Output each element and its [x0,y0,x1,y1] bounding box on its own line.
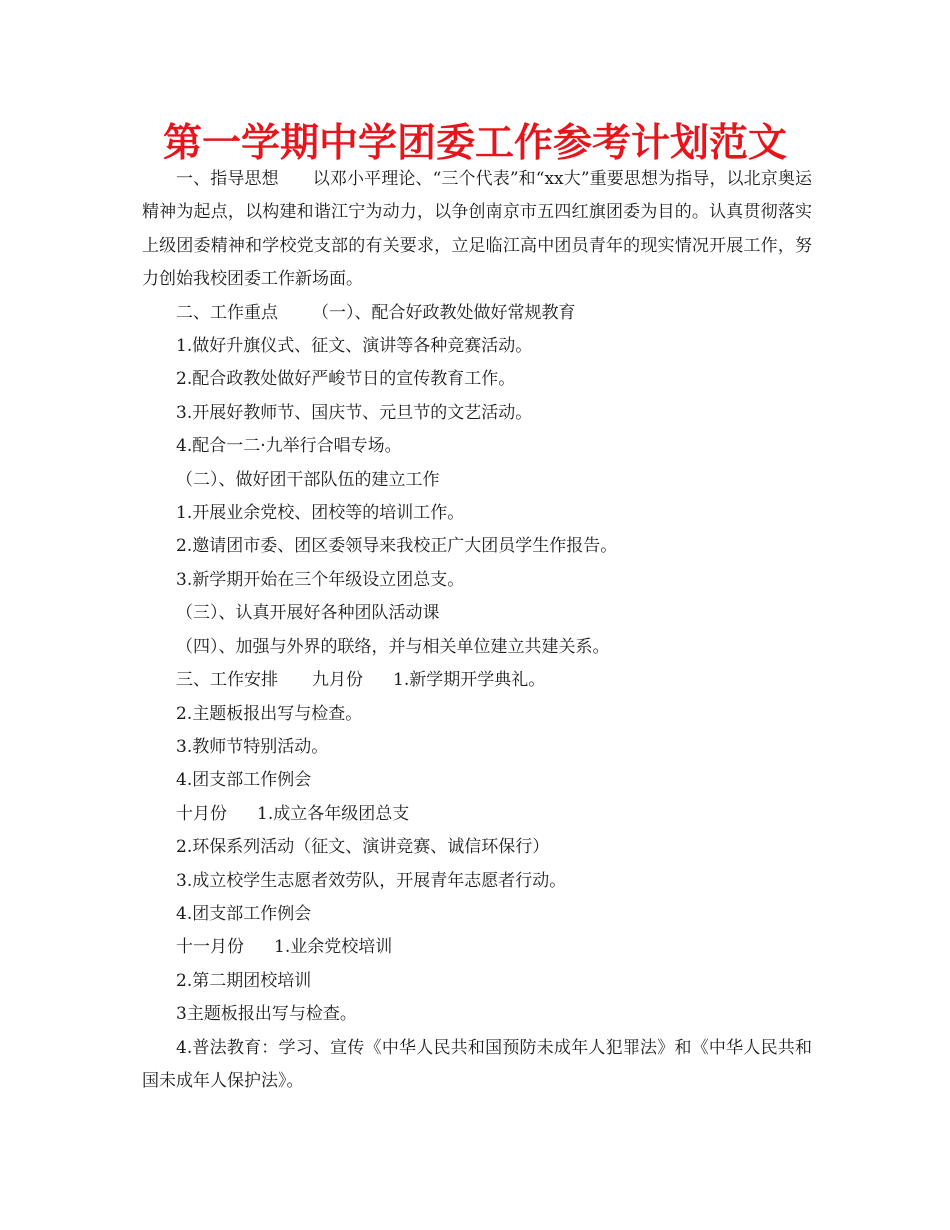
month-label: 十一月份 [176,937,244,958]
section-heading-2: 二、工作重点 [176,302,278,323]
subheading-text: （一）、配合好政教处做好常规教育 [312,302,576,323]
list-item: 2.环保系列活动（征文、演讲竞赛、诚信环保行） [176,837,550,858]
month-label: 九月份 [312,670,363,691]
list-item: 2.主题板报出写与检查。 [176,703,363,724]
list-item: 2.邀请团市委、团区委领导来我校正广大团员学生作报告。 [176,536,618,557]
list-item-text: 1.业余党校培训 [274,937,393,958]
paragraph-guiding-ideology [142,163,812,297]
list-item: 4.普法教育：学习、宣传《中华人民共和国预防未成年人犯罪法》和《中华人民共和国未成年人保护法》。 [142,1037,812,1091]
list-item: 4.团支部工作例会 [176,903,312,924]
list-item: 4.配合一二·九举行合唱专场。 [176,436,402,457]
list-item: 1.做好升旗仪式、征文、演讲等各种竞赛活动。 [176,336,533,357]
paragraph-work-focus [142,297,812,330]
section-heading-3: 三、工作安排 [176,670,278,691]
month-row-november [142,931,812,964]
subheading: （二）、做好团干部队伍的建立工作 [176,469,440,490]
section-heading-1: 一、指导思想 [176,169,279,189]
document-title: 第一学期中学团委工作参考计划范文 [162,121,787,166]
paragraph-work-schedule [142,664,812,697]
list-item: 3.新学期开始在三个年级设立团总支。 [176,569,465,590]
paragraph-text: 以邓小平理论、“三个代表”和“xx大”重要思想为指导，以北京奥运精神为起点，以构建和谐江宁为动力，以争创南京市五四红旗团委为目的。认真贯彻落实上级团委精神和学校党支部的有关要求，立足临江高中团员青年的现实情况开展工作，努力创始我校团委工作新场面。 [142,169,813,290]
list-item: 3.教师节特别活动。 [176,736,329,757]
list-item: 1.开展业余党校、团校等的培训工作。 [176,503,465,524]
list-item: 3.成立校学生志愿者效劳队，开展青年志愿者行动。 [176,870,567,891]
list-item: 4.团支部工作例会 [176,770,312,791]
month-label: 十月份 [176,803,227,824]
subheading: （三）、认真开展好各种团队活动课 [176,603,440,624]
list-item-text: 1.新学期开学典礼。 [393,670,546,691]
list-item: 3.开展好教师节、国庆节、元旦节的文艺活动。 [176,402,533,423]
subheading: （四）、加强与外界的联络，并与相关单位建立共建关系。 [176,636,610,657]
document-body [142,163,812,1098]
month-row-october [142,798,812,831]
list-item: 2.配合政教处做好严峻节日的宣传教育工作。 [176,369,516,390]
list-item: 3主题板报出写与检查。 [176,1004,357,1025]
list-item-text: 1.成立各年级团总支 [257,803,410,824]
list-item: 2.第二期团校培训 [176,970,312,991]
